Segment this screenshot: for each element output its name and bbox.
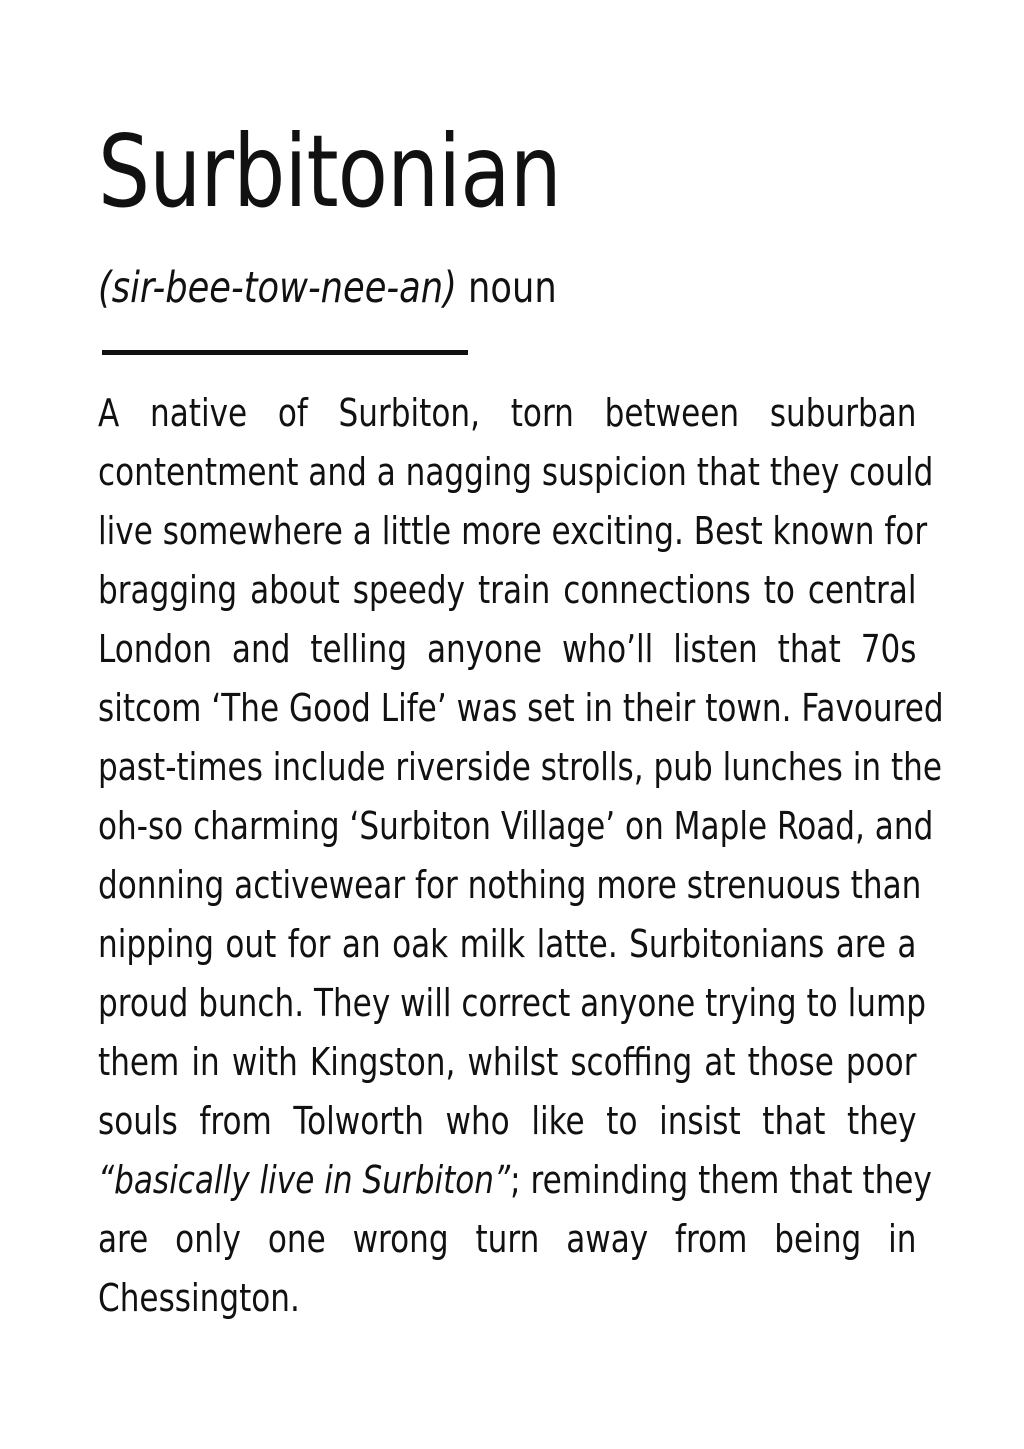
pronunciation: (sir-bee-tow-nee-an) xyxy=(98,263,457,313)
pronunciation-line xyxy=(98,262,557,314)
definition-line: proud bunch. They will correct anyone trying to lump xyxy=(98,981,926,1025)
definition-line: sitcom ‘The Good Life’ was set in their town. Favoured xyxy=(98,686,944,730)
quote-line-rest: ; reminding them that they xyxy=(510,1158,932,1202)
definition-line: contentment and a nagging suspicion that they could xyxy=(98,450,934,494)
divider-rule xyxy=(102,350,468,355)
definition-line: past-times include riverside strolls, pub lunches in the xyxy=(98,745,943,789)
definition-text xyxy=(98,384,944,1328)
definition-line: them in with Kingston, whilst scoffing at those poor xyxy=(98,1040,917,1084)
definition-line: donning activewear for nothing more strenuous than xyxy=(98,863,922,907)
definition-line: nipping out for an oak milk latte. Surbitonians are a xyxy=(98,922,917,966)
definition-line-final: Chessington. xyxy=(98,1276,300,1320)
definition-line: live somewhere a little more exciting. Best known for xyxy=(98,509,928,553)
definition-line: A native of Surbiton, torn between suburban xyxy=(98,391,917,435)
headword: Surbitonian xyxy=(98,113,561,230)
definition-line: oh-so charming ‘Surbiton Village’ on Maple Road, and xyxy=(98,804,934,848)
definition-line-quote xyxy=(98,1151,932,1210)
part-of-speech: noun xyxy=(468,263,557,313)
definition-line: London and telling anyone who’ll listen that 70s xyxy=(98,627,917,671)
quoted-phrase: “basically live in Surbiton” xyxy=(98,1158,511,1202)
definition-line: souls from Tolworth who like to insist that they xyxy=(98,1099,917,1143)
definition-line: bragging about speedy train connections to central xyxy=(98,568,917,612)
definition-line: are only one wrong turn away from being in xyxy=(98,1217,917,1261)
